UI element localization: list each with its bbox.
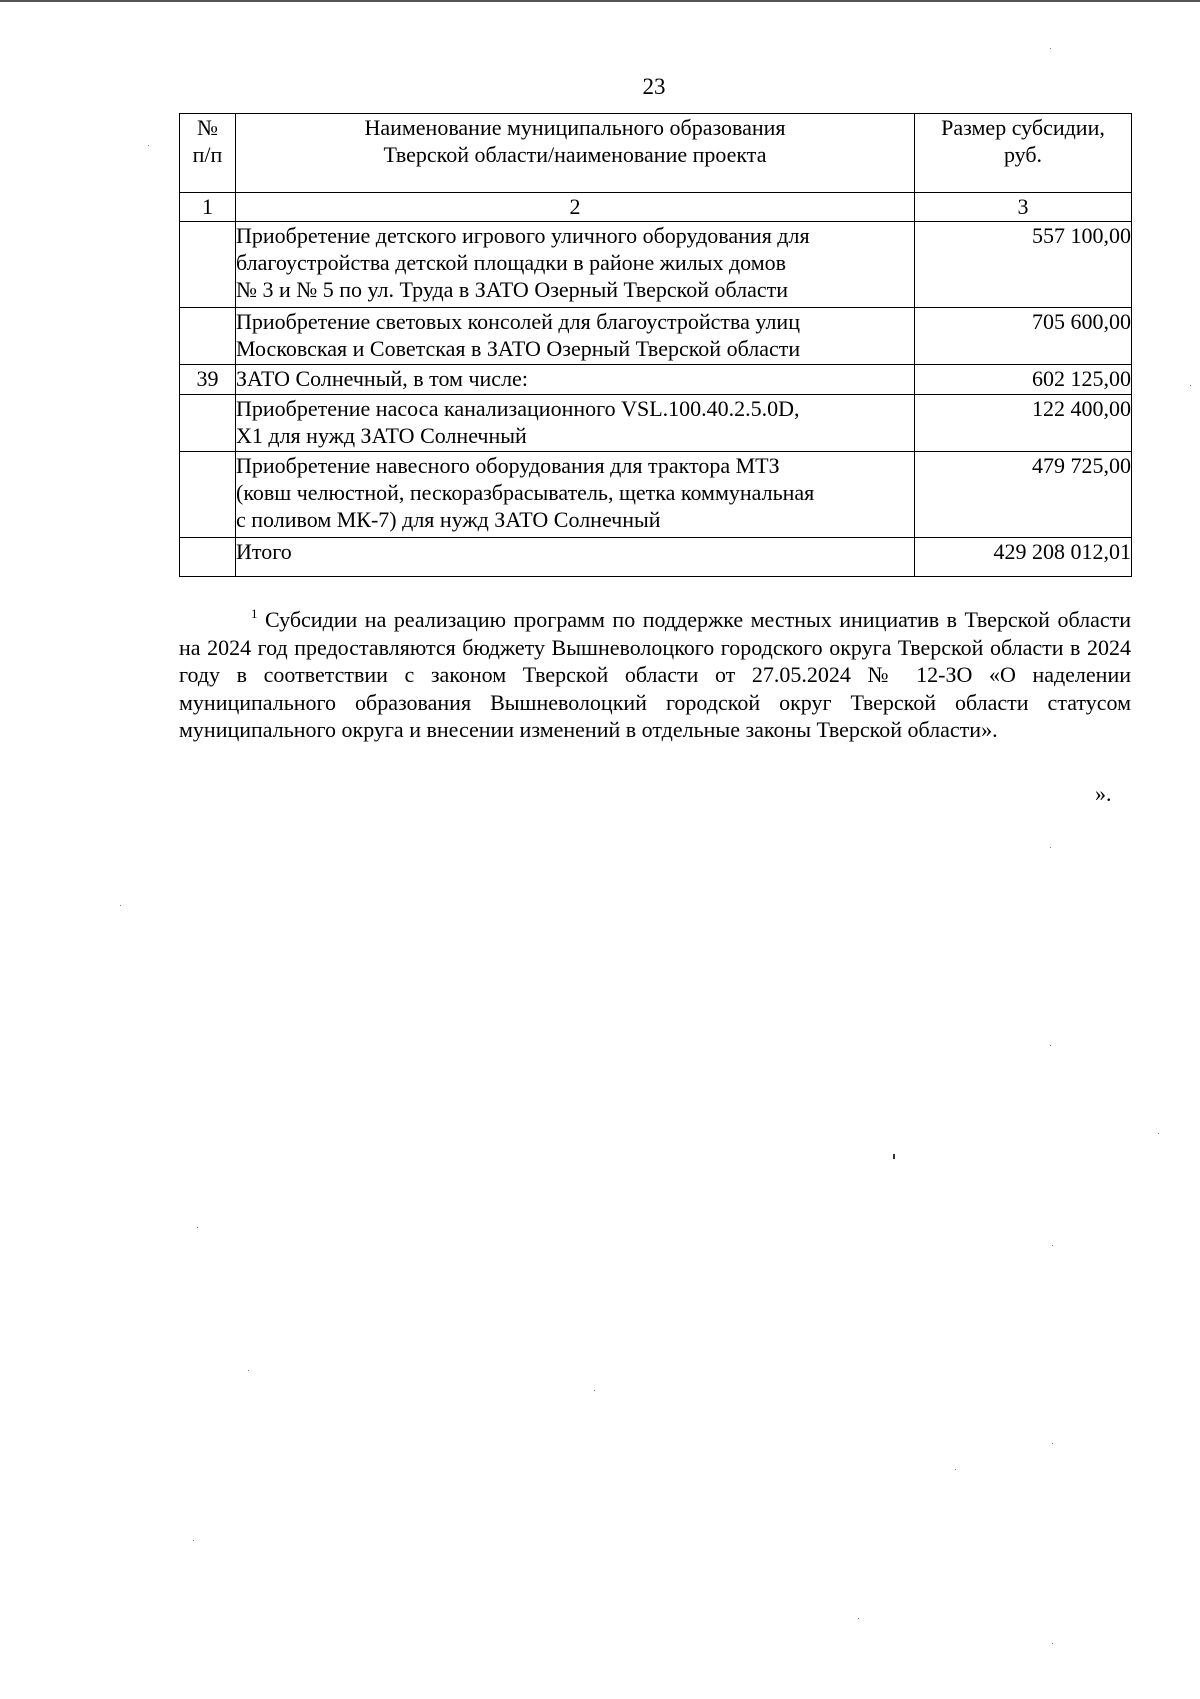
row-amount: 705 600,00 bbox=[915, 308, 1132, 365]
scan-speck bbox=[955, 1469, 956, 1470]
row-name-line: (ковш челюстной, пескоразбрасыватель, щетка коммунальная bbox=[236, 480, 815, 505]
table-header-row bbox=[180, 114, 1132, 193]
scan-speck bbox=[1050, 847, 1051, 848]
scan-speck bbox=[120, 905, 121, 906]
row-name bbox=[236, 308, 915, 365]
header-number-line1: № bbox=[197, 115, 218, 140]
total-amount: 429 208 012,01 bbox=[915, 538, 1132, 577]
top-border-line bbox=[0, 0, 1200, 2]
row-name-line: благоустройства детской площадки в районе жилых домов bbox=[236, 250, 787, 275]
column-number-row bbox=[180, 193, 1132, 222]
subsidy-table bbox=[179, 113, 1132, 577]
row-number bbox=[180, 222, 236, 308]
page-number: 23 bbox=[642, 74, 666, 99]
table-row bbox=[180, 452, 1132, 538]
row-name-line: с поливом МК-7) для нужд ЗАТО Солнечный bbox=[236, 507, 661, 532]
footnote bbox=[179, 606, 1131, 744]
row-name-line: Приобретение навесного оборудования для трактора МТЗ bbox=[236, 453, 780, 478]
row-name-line: Приобретение насоса канализационного VSL.100.40.2.5.0D, bbox=[236, 396, 800, 421]
row-amount: 602 125,00 bbox=[915, 365, 1132, 395]
scan-speck bbox=[893, 1154, 895, 1159]
row-name bbox=[236, 365, 915, 395]
header-amount-line1: Размер субсидии, bbox=[941, 115, 1105, 140]
scan-speck bbox=[1052, 1643, 1053, 1644]
header-amount-line2: руб. bbox=[1003, 142, 1043, 167]
scan-speck bbox=[1052, 1245, 1053, 1246]
scan-speck bbox=[1190, 385, 1191, 386]
header-name bbox=[236, 114, 915, 193]
column-number: 2 bbox=[236, 193, 915, 222]
row-name-line: Х1 для нужд ЗАТО Солнечный bbox=[236, 423, 527, 448]
footnote-text: Субсидии на реализацию программ по поддержке местных инициатив в Тверской области на 2024 год предоставляются бюджету Вышневолоцкого городского округа Тверской области в 2024 году в соответствии с законом Тверской области от 27.05.2024 № 12-ЗО «О наделении муниципального образования Вышневолоцкий городской округ Тверской области статусом муниципального округа и внесении изменений в отдельные законы Тверской области». bbox=[179, 607, 1131, 742]
total-row bbox=[180, 538, 1132, 577]
row-name-line: ЗАТО Солнечный, в том числе: bbox=[236, 366, 528, 391]
row-amount: 122 400,00 bbox=[915, 395, 1132, 452]
row-number bbox=[180, 308, 236, 365]
header-number-line2: п/п bbox=[192, 142, 223, 167]
header-amount bbox=[915, 114, 1132, 193]
row-amount: 557 100,00 bbox=[915, 222, 1132, 308]
scan-speck bbox=[858, 1618, 859, 1619]
row-number: 39 bbox=[180, 365, 236, 395]
table-row bbox=[180, 222, 1132, 308]
header-name-line1: Наименование муниципального образования bbox=[364, 115, 786, 140]
scan-speck bbox=[248, 1370, 249, 1371]
row-name-line: Итого bbox=[236, 539, 292, 564]
scan-speck bbox=[1050, 1045, 1051, 1046]
scan-speck bbox=[193, 1540, 194, 1541]
table-row bbox=[180, 395, 1132, 452]
total-label bbox=[236, 538, 915, 577]
column-number: 3 bbox=[915, 193, 1132, 222]
column-number: 1 bbox=[180, 193, 236, 222]
row-name-line: Приобретение детского игрового уличного оборудования для bbox=[236, 223, 810, 248]
row-number bbox=[180, 538, 236, 577]
scan-speck bbox=[197, 1227, 198, 1228]
row-name-line: Приобретение световых консолей для благоустройства улиц bbox=[236, 309, 800, 334]
footnote-marker: 1 bbox=[251, 606, 258, 621]
scan-speck bbox=[594, 1390, 595, 1391]
row-name bbox=[236, 222, 915, 308]
row-name bbox=[236, 395, 915, 452]
table-row bbox=[180, 308, 1132, 365]
closing-quote-mark: ». bbox=[1095, 781, 1112, 806]
header-name-line2: Тверской области/наименование проекта bbox=[383, 142, 767, 167]
table-row bbox=[180, 365, 1132, 395]
row-name-line: № 3 и № 5 по ул. Труда в ЗАТО Озерный Тверской области bbox=[236, 277, 789, 302]
header-number bbox=[180, 114, 236, 193]
scan-speck bbox=[1052, 1443, 1053, 1444]
row-name bbox=[236, 452, 915, 538]
scan-speck bbox=[1158, 1133, 1159, 1134]
row-amount: 479 725,00 bbox=[915, 452, 1132, 538]
row-name-line: Московская и Советская в ЗАТО Озерный Тверской области bbox=[236, 336, 801, 361]
row-number bbox=[180, 452, 236, 538]
scan-speck bbox=[1050, 48, 1051, 49]
row-number bbox=[180, 395, 236, 452]
scan-speck bbox=[148, 145, 149, 146]
